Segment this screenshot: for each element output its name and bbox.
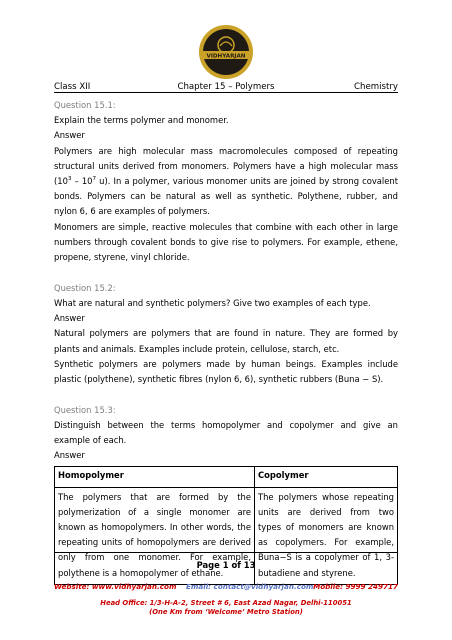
footer-divider [54,552,398,553]
question-heading: Question 15.2: [54,282,116,293]
table-cell: The polymers whose repeating units are derived from two types of monomers are known as copolymers. For example, Buna−S is a copolymer of 1, 3-butadiene and styrene. [255,487,398,584]
class-label: Class XII [54,82,91,92]
page-number: Page 1 of 13 [196,560,256,570]
page-header [54,81,398,93]
question-heading: Question 15.3: [54,404,116,415]
answer-paragraph: Polymers are high molecular mass macromolecules composed of repeating structural units derived from monomers. Polymers have a high molecular mass ($10^3 - 10^7$ u). In a polymer, various monomer units are joined by strong covalent bonds. Polymers can be natural as well as synthetic. Polythene, rubber, and nylon 6, 6 are examples of polymers. [54,145,398,217]
question-text: Distinguish between the terms homopolymer and copolymer and give an example of each. [54,420,398,446]
subject-label: Chemistry [354,82,398,92]
answer-paragraph: Synthetic polymers are polymers made by human beings. Examples include plastic (polythene), synthetic fibres (nylon 6, 6), synthetic rubbers (Buna − S). [54,358,398,385]
office-landmark: (One Km from ‘Welcome’ Metro Station) [149,608,303,616]
footer-contacts [54,581,398,592]
vidhyarjan-logo [198,24,254,80]
mobile-number: Mobile: 9999 249717 [313,582,398,591]
question-text: What are natural and synthetic polymers? Give two examples of each type. [54,298,371,309]
logo-text: VIDHYARJAN [206,53,246,60]
website-link[interactable]: Website: www.vidhyarjan.com [54,582,177,591]
table-header-cell: Copolymer [255,466,398,487]
document-body [54,98,398,585]
email-link[interactable]: Email: contact@vidhyarjan.com [186,582,314,591]
table-header-cell: Homopolymer [55,466,255,487]
question-text: Explain the terms polymer and monomer. [54,115,229,126]
table-header-row [55,466,398,487]
answer-label: Answer [54,313,85,324]
office-address: Head Office: 1/3-H-A-2, Street # 6, East Azad Nagar, Delhi-110051 [100,599,352,607]
answer-label: Answer [54,130,85,141]
answer-paragraph: Monomers are simple, reactive molecules that combine with each other in large numbers through covalent bonds to give rise to polymers. For example, ethene, propene, styrene, vinyl chloride. [54,221,398,263]
chapter-label: Chapter 15 – Polymers [177,82,275,92]
answer-label: Answer [54,450,85,461]
question-heading: Question 15.1: [54,100,116,110]
answer-paragraph: Natural polymers are polymers that are found in nature. They are formed by plants and animals. Examples include protein, cellulose, starch, etc. [54,328,398,354]
table-cell: The polymers that are formed by the polymerization of a single monomer are known as homopolymers. In other words, the repeating units of homopolymers are derived only from one monomer. For example, polythene is a homopolymer of ethane. [55,487,255,584]
